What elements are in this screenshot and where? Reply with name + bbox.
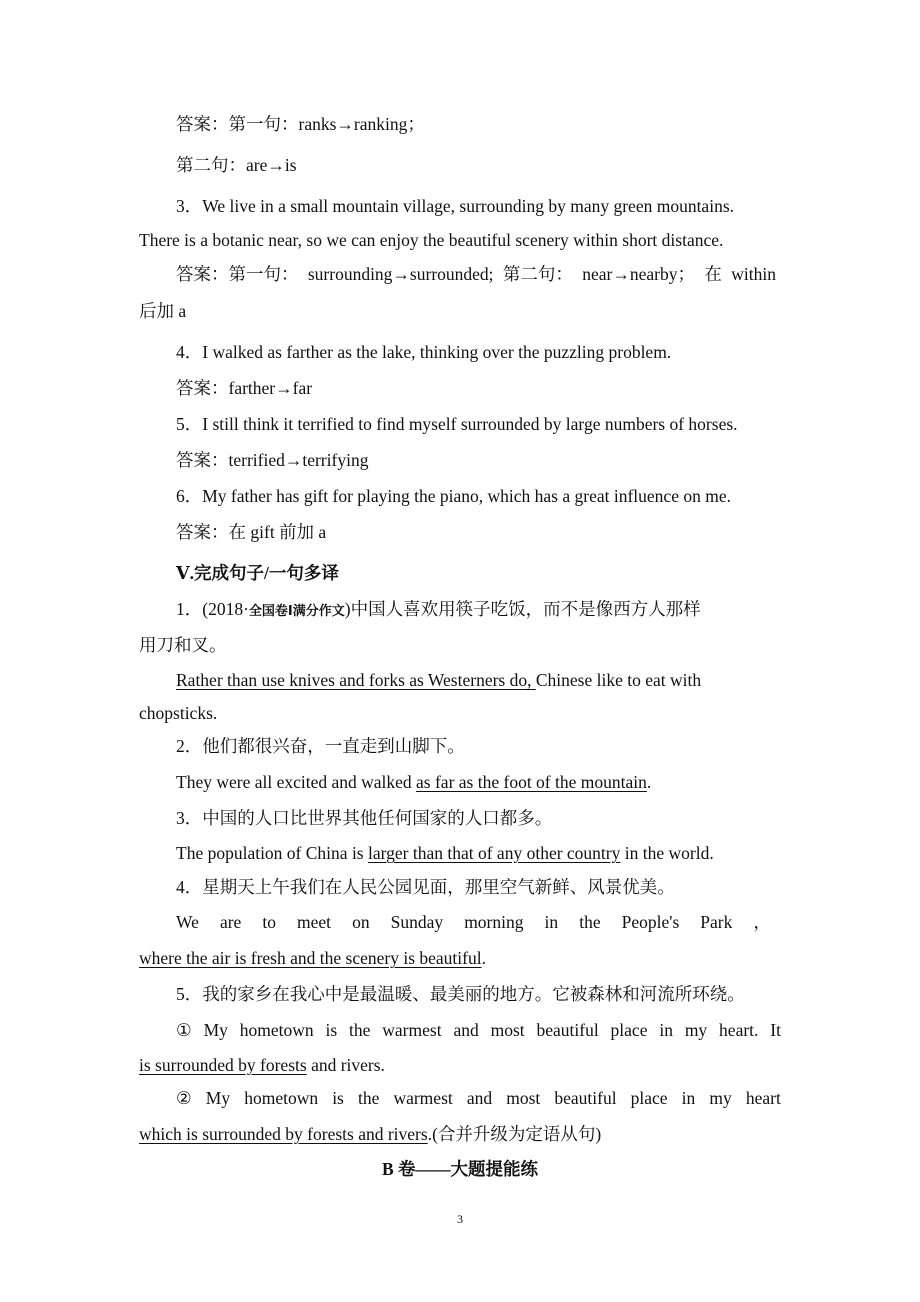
word: Sunday bbox=[390, 912, 444, 932]
t2-chinese: 2．他们都很兴奋，一直走到山脚下。 bbox=[176, 736, 465, 756]
word: to bbox=[262, 912, 276, 932]
word: beautiful bbox=[554, 1088, 617, 1108]
t5-v2-after: .(合并升级为定语从句) bbox=[427, 1124, 602, 1144]
word: is bbox=[325, 1020, 338, 1040]
t2-after: . bbox=[646, 772, 652, 792]
word: in bbox=[544, 912, 559, 932]
word: We bbox=[176, 912, 199, 932]
page-number: 3 bbox=[457, 1212, 463, 1226]
word: on bbox=[352, 912, 370, 932]
word: warmest bbox=[393, 1088, 453, 1108]
t1-chinese-line-2: 用刀和叉。 bbox=[139, 635, 227, 655]
word: hometown bbox=[239, 1020, 314, 1040]
word: beautiful bbox=[536, 1020, 599, 1040]
word: the bbox=[579, 912, 601, 932]
t2-english bbox=[176, 771, 651, 793]
t1-english-line-1 bbox=[176, 669, 701, 691]
word: surrounding→surrounded; bbox=[307, 264, 494, 284]
t3-english bbox=[176, 842, 714, 864]
word: ② bbox=[176, 1088, 192, 1108]
t3-before: The population of China is bbox=[176, 843, 368, 863]
q4-sentence: 4．I walked as farther as the lake, thinking over the puzzling problem. bbox=[176, 342, 672, 362]
word: ， bbox=[753, 912, 771, 932]
q3-sentence-line-1: 3．We live in a small mountain village, surrounding by many green mountains. bbox=[176, 196, 735, 216]
t3-answer: larger than that of any other country bbox=[368, 843, 621, 863]
t5-version-2-line-1 bbox=[176, 1087, 781, 1109]
word: near→nearby； bbox=[582, 264, 695, 284]
word: and bbox=[466, 1088, 493, 1108]
q3-answer-line-1 bbox=[176, 263, 776, 285]
t3-chinese: 3．中国的人口比世界其他任何国家的人口都多。 bbox=[176, 808, 553, 828]
t2-answer: as far as the foot of the mountain bbox=[416, 772, 647, 792]
word: my bbox=[684, 1020, 708, 1040]
word: My bbox=[205, 1088, 231, 1108]
word: within bbox=[731, 264, 776, 284]
word: the bbox=[349, 1020, 371, 1040]
word: in bbox=[659, 1020, 673, 1040]
word: ① bbox=[176, 1020, 192, 1040]
t1-english-line-2: chopsticks. bbox=[139, 703, 218, 723]
t4-english-line-2 bbox=[139, 947, 486, 969]
word: People's bbox=[621, 912, 680, 932]
prev-answer-line-1: 答案：第一句：ranks→ranking； bbox=[176, 114, 425, 134]
word: Park bbox=[700, 912, 733, 932]
word: and bbox=[453, 1020, 479, 1040]
q6-answer: 答案：在 gift 前加 a bbox=[176, 522, 327, 542]
t4-after: . bbox=[481, 948, 486, 968]
t1-chinese-line-1 bbox=[176, 598, 701, 623]
t4-answer: where the air is fresh and the scenery is beautiful bbox=[139, 948, 482, 968]
t5-version-1-line-2 bbox=[139, 1054, 385, 1076]
t5-version-2-line-2 bbox=[139, 1123, 601, 1145]
word: 在 bbox=[704, 264, 722, 284]
word: heart. bbox=[719, 1020, 759, 1040]
t5-v1-after: and rivers. bbox=[306, 1055, 385, 1075]
prev-answer-line-2: 第二句：are→is bbox=[176, 155, 297, 175]
t1-rest: Chinese like to eat with bbox=[535, 670, 702, 690]
word: in bbox=[681, 1088, 696, 1108]
t4-english-line-1 bbox=[176, 911, 771, 933]
t1-prefix: 1．(2018· bbox=[176, 599, 249, 619]
word: most bbox=[490, 1020, 525, 1040]
word: is bbox=[332, 1088, 344, 1108]
word: My bbox=[203, 1020, 228, 1040]
word: It bbox=[770, 1020, 781, 1040]
t5-v1-answer: is surrounded by forests bbox=[139, 1055, 307, 1075]
word: 答案：第一句： bbox=[176, 264, 299, 284]
word: are bbox=[219, 912, 242, 932]
word: hometown bbox=[244, 1088, 319, 1108]
word: the bbox=[357, 1088, 380, 1108]
word: heart bbox=[745, 1088, 781, 1108]
word: morning bbox=[464, 912, 524, 932]
word: place bbox=[610, 1020, 648, 1040]
q6-sentence: 6．My father has gift for playing the piano, which has a great influence on me. bbox=[176, 486, 731, 506]
t1-answer: Rather than use knives and forks as Westerners do, bbox=[176, 670, 536, 690]
t5-v2-answer: which is surrounded by forests and rivers bbox=[139, 1124, 428, 1144]
section-b-heading: B 卷——大题提能练 bbox=[381, 1159, 539, 1179]
word: 第二句： bbox=[502, 264, 573, 284]
q4-answer: 答案：farther→far bbox=[176, 378, 313, 398]
word: warmest bbox=[382, 1020, 442, 1040]
section-heading: Ⅴ.完成句子/一句多译 bbox=[176, 563, 339, 583]
t4-chinese: 4．星期天上午我们在人民公园见面，那里空气新鲜、风景优美。 bbox=[176, 877, 675, 897]
t5-chinese: 5．我的家乡在我心中是最温暖、最美丽的地方。它被森林和河流所环绕。 bbox=[176, 984, 745, 1004]
t3-after: in the world. bbox=[620, 843, 714, 863]
word: meet bbox=[297, 912, 332, 932]
q5-sentence: 5．I still think it terrified to find myself surrounded by large numbers of horses. bbox=[176, 414, 738, 434]
t5-version-1-line-1 bbox=[176, 1019, 781, 1041]
word: most bbox=[506, 1088, 541, 1108]
word: place bbox=[630, 1088, 668, 1108]
q3-answer-line-2: 后加 a bbox=[139, 301, 187, 321]
word: my bbox=[709, 1088, 732, 1108]
t1-source: 全国卷Ⅰ满分作文 bbox=[248, 604, 345, 619]
t1-chinese-text: )中国人喜欢用筷子吃饭，而不是像西方人那样 bbox=[344, 599, 701, 619]
t2-before: They were all excited and walked bbox=[176, 772, 417, 792]
q5-answer: 答案：terrified→terrifying bbox=[176, 450, 369, 470]
q3-sentence-line-2: There is a botanic near, so we can enjoy the beautiful scenery within short distance. bbox=[139, 230, 724, 250]
